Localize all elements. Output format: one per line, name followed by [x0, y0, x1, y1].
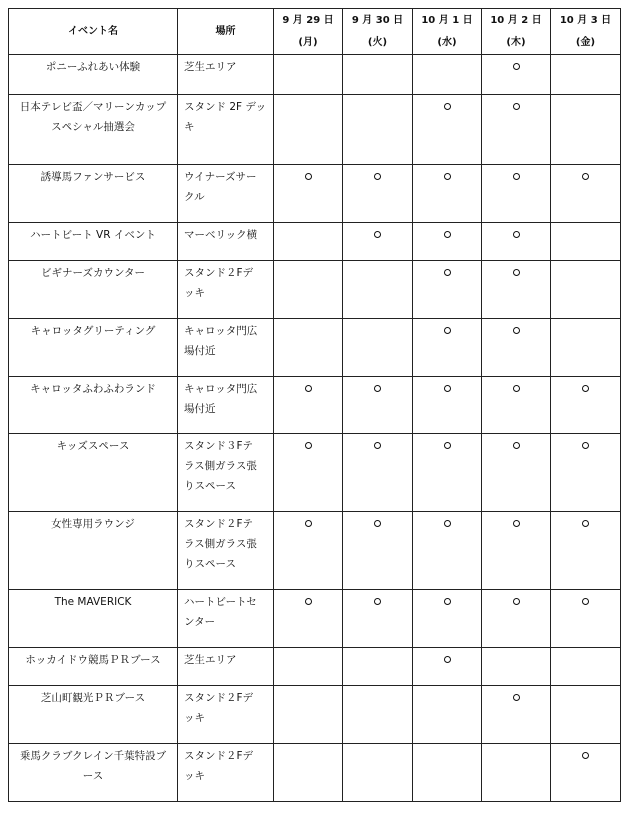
date-cell — [274, 95, 343, 165]
date-cell — [551, 95, 621, 165]
circle-mark-icon — [582, 752, 589, 759]
date-cell — [551, 223, 621, 261]
date-cell — [343, 434, 413, 512]
date-cell — [274, 512, 343, 590]
circle-mark-icon — [582, 520, 589, 527]
date-cell — [482, 648, 551, 686]
place-line: 芝生エリア — [184, 654, 237, 666]
date-cell — [274, 319, 343, 377]
place-line: クル — [184, 191, 205, 203]
date-cell — [274, 590, 343, 648]
date-cell — [413, 165, 482, 223]
event-name-line: ホッカイドウ競馬ＰＲブース — [25, 654, 161, 666]
circle-mark-icon — [444, 385, 451, 392]
date-cell — [413, 434, 482, 512]
circle-mark-icon — [444, 598, 451, 605]
place-header: 場所 — [178, 9, 274, 55]
date-cell — [274, 165, 343, 223]
circle-mark-icon — [513, 327, 520, 334]
place-cell — [178, 744, 274, 802]
circle-mark-icon — [513, 385, 520, 392]
place-line: りスペース — [184, 480, 236, 492]
place-line: ラス側ガラス張 — [184, 460, 257, 472]
circle-mark-icon — [513, 63, 520, 70]
date-cell — [413, 261, 482, 319]
event-name-line: キャロッタグリーティング — [30, 325, 156, 337]
place-line: スタンド２Fデ — [184, 750, 254, 762]
place-line: ッキ — [184, 287, 205, 299]
circle-mark-icon — [374, 442, 381, 449]
date-cell — [482, 744, 551, 802]
place-cell — [178, 648, 274, 686]
date-cell — [413, 512, 482, 590]
date-cell — [551, 648, 621, 686]
event-name-cell — [9, 434, 178, 512]
circle-mark-icon — [582, 173, 589, 180]
date-cell — [343, 55, 413, 95]
date-cell — [274, 55, 343, 95]
circle-mark-icon — [513, 231, 520, 238]
date-cell — [551, 55, 621, 95]
circle-mark-icon — [374, 520, 381, 527]
date-cell — [482, 590, 551, 648]
table-row — [9, 512, 621, 590]
event-name-line: キャロッタふわふわランド — [30, 383, 156, 395]
date-cell — [343, 165, 413, 223]
date-cell — [343, 648, 413, 686]
circle-mark-icon — [374, 598, 381, 605]
date-cell — [413, 223, 482, 261]
date-cell — [413, 55, 482, 95]
circle-mark-icon — [582, 598, 589, 605]
event-name-cell — [9, 55, 178, 95]
date-cell — [343, 512, 413, 590]
date-cell — [274, 223, 343, 261]
event-name-line: 乗馬クラブクレイン千葉特設ブ — [19, 750, 167, 762]
table-row — [9, 686, 621, 744]
event-name-line: The MAVERICK — [54, 596, 132, 608]
circle-mark-icon — [444, 520, 451, 527]
table-row — [9, 648, 621, 686]
date-cell — [274, 648, 343, 686]
event-name-line: 芝山町観光ＰＲブース — [40, 692, 146, 704]
table-row — [9, 223, 621, 261]
event-name-cell — [9, 95, 178, 165]
table-row — [9, 319, 621, 377]
place-cell — [178, 165, 274, 223]
date-cell — [343, 744, 413, 802]
circle-mark-icon — [582, 385, 589, 392]
date-header: 10 月 2 日 (木) — [482, 9, 551, 55]
place-line: ンター — [184, 616, 216, 628]
circle-mark-icon — [513, 520, 520, 527]
date-cell — [482, 319, 551, 377]
date-cell — [343, 319, 413, 377]
circle-mark-icon — [374, 385, 381, 392]
event-name-header: イベント名 — [9, 9, 178, 55]
date-cell — [482, 165, 551, 223]
place-cell — [178, 261, 274, 319]
circle-mark-icon — [513, 103, 520, 110]
date-cell — [551, 590, 621, 648]
event-name-cell — [9, 165, 178, 223]
date-cell — [343, 686, 413, 744]
place-line: ッキ — [184, 770, 205, 782]
place-line: りスペース — [184, 558, 236, 570]
circle-mark-icon — [444, 327, 451, 334]
circle-mark-icon — [513, 598, 520, 605]
place-cell — [178, 434, 274, 512]
place-line: マーベリック横 — [184, 229, 258, 241]
date-cell — [551, 744, 621, 802]
circle-mark-icon — [305, 385, 312, 392]
place-line: 場付近 — [184, 345, 216, 357]
event-name-cell — [9, 377, 178, 434]
place-line: スタンド２Fデ — [184, 692, 254, 704]
date-cell — [274, 744, 343, 802]
event-name-line: キッズスペース — [56, 440, 130, 452]
date-cell — [413, 648, 482, 686]
circle-mark-icon — [305, 598, 312, 605]
date-cell — [482, 261, 551, 319]
event-name-cell — [9, 512, 178, 590]
date-cell — [482, 434, 551, 512]
place-cell — [178, 377, 274, 434]
place-line: スタンド２Fテ — [184, 518, 254, 530]
date-cell — [274, 377, 343, 434]
date-header: 10 月 3 日 (金) — [551, 9, 621, 55]
date-cell — [551, 165, 621, 223]
circle-mark-icon — [582, 442, 589, 449]
date-cell — [413, 95, 482, 165]
date-cell — [413, 377, 482, 434]
date-header: 9 月 29 日 (月) — [274, 9, 343, 55]
place-line: スタンド 2F デッ — [184, 101, 267, 113]
circle-mark-icon — [444, 173, 451, 180]
date-cell — [343, 261, 413, 319]
event-name-cell — [9, 686, 178, 744]
date-cell — [413, 744, 482, 802]
place-cell — [178, 55, 274, 95]
circle-mark-icon — [305, 520, 312, 527]
place-line: 場付近 — [184, 403, 216, 415]
date-cell — [551, 434, 621, 512]
circle-mark-icon — [305, 442, 312, 449]
date-cell — [343, 590, 413, 648]
circle-mark-icon — [444, 269, 451, 276]
date-cell — [551, 319, 621, 377]
date-cell — [343, 95, 413, 165]
event-name-line: 女性専用ラウンジ — [51, 518, 135, 530]
event-name-cell — [9, 223, 178, 261]
circle-mark-icon — [513, 442, 520, 449]
circle-mark-icon — [444, 231, 451, 238]
circle-mark-icon — [444, 656, 451, 663]
date-header: 10 月 1 日 (水) — [413, 9, 482, 55]
table-row — [9, 165, 621, 223]
place-cell — [178, 95, 274, 165]
circle-mark-icon — [513, 269, 520, 276]
circle-mark-icon — [374, 231, 381, 238]
place-line: ラス側ガラス張 — [184, 538, 257, 550]
event-name-cell — [9, 261, 178, 319]
circle-mark-icon — [305, 173, 312, 180]
event-name-line: ース — [82, 770, 104, 782]
table-body — [9, 55, 621, 802]
table-row — [9, 434, 621, 512]
date-cell — [482, 95, 551, 165]
date-cell — [551, 686, 621, 744]
circle-mark-icon — [444, 442, 451, 449]
event-schedule-table — [8, 8, 621, 802]
table-row — [9, 590, 621, 648]
date-cell — [482, 377, 551, 434]
table-row — [9, 377, 621, 434]
date-cell — [274, 261, 343, 319]
date-cell — [413, 590, 482, 648]
event-name-cell — [9, 590, 178, 648]
table-row — [9, 744, 621, 802]
event-name-cell — [9, 648, 178, 686]
date-cell — [274, 434, 343, 512]
event-name-line: スペシャル抽選会 — [51, 121, 135, 133]
circle-mark-icon — [513, 694, 520, 701]
date-cell — [413, 319, 482, 377]
header-row — [9, 9, 621, 55]
circle-mark-icon — [513, 173, 520, 180]
date-cell — [482, 512, 551, 590]
place-line: ハートビートセ — [184, 596, 257, 608]
date-header: 9 月 30 日 (火) — [343, 9, 413, 55]
table-row — [9, 261, 621, 319]
place-cell — [178, 512, 274, 590]
event-name-cell — [9, 319, 178, 377]
date-cell — [482, 686, 551, 744]
place-line: スタンド２Fデ — [184, 267, 254, 279]
date-cell — [343, 377, 413, 434]
place-line: キ — [184, 121, 195, 133]
place-cell — [178, 223, 274, 261]
place-cell — [178, 590, 274, 648]
date-cell — [343, 223, 413, 261]
event-name-line: 日本テレビ盃／マリーンカップ — [19, 101, 167, 113]
table-row — [9, 95, 621, 165]
place-cell — [178, 686, 274, 744]
date-cell — [551, 377, 621, 434]
date-cell — [551, 512, 621, 590]
event-name-line: ポニーふれあい体験 — [45, 61, 141, 73]
date-cell — [482, 223, 551, 261]
circle-mark-icon — [374, 173, 381, 180]
place-line: ッキ — [184, 712, 205, 724]
circle-mark-icon — [444, 103, 451, 110]
event-name-cell — [9, 744, 178, 802]
place-line: ウイナーズサー — [184, 171, 257, 183]
date-cell — [274, 686, 343, 744]
place-cell — [178, 319, 274, 377]
date-cell — [413, 686, 482, 744]
date-cell — [482, 55, 551, 95]
place-line: 芝生エリア — [184, 61, 237, 73]
date-cell — [551, 261, 621, 319]
place-line: キャロッタ門広 — [184, 383, 258, 395]
place-line: スタンド３Fテ — [184, 440, 254, 452]
event-name-line: 誘導馬ファンサービス — [40, 171, 146, 183]
place-line: キャロッタ門広 — [184, 325, 258, 337]
table-row — [9, 55, 621, 95]
event-name-line: ビギナーズカウンター — [40, 267, 146, 279]
event-name-line: ハートビート VR イベント — [30, 229, 156, 241]
